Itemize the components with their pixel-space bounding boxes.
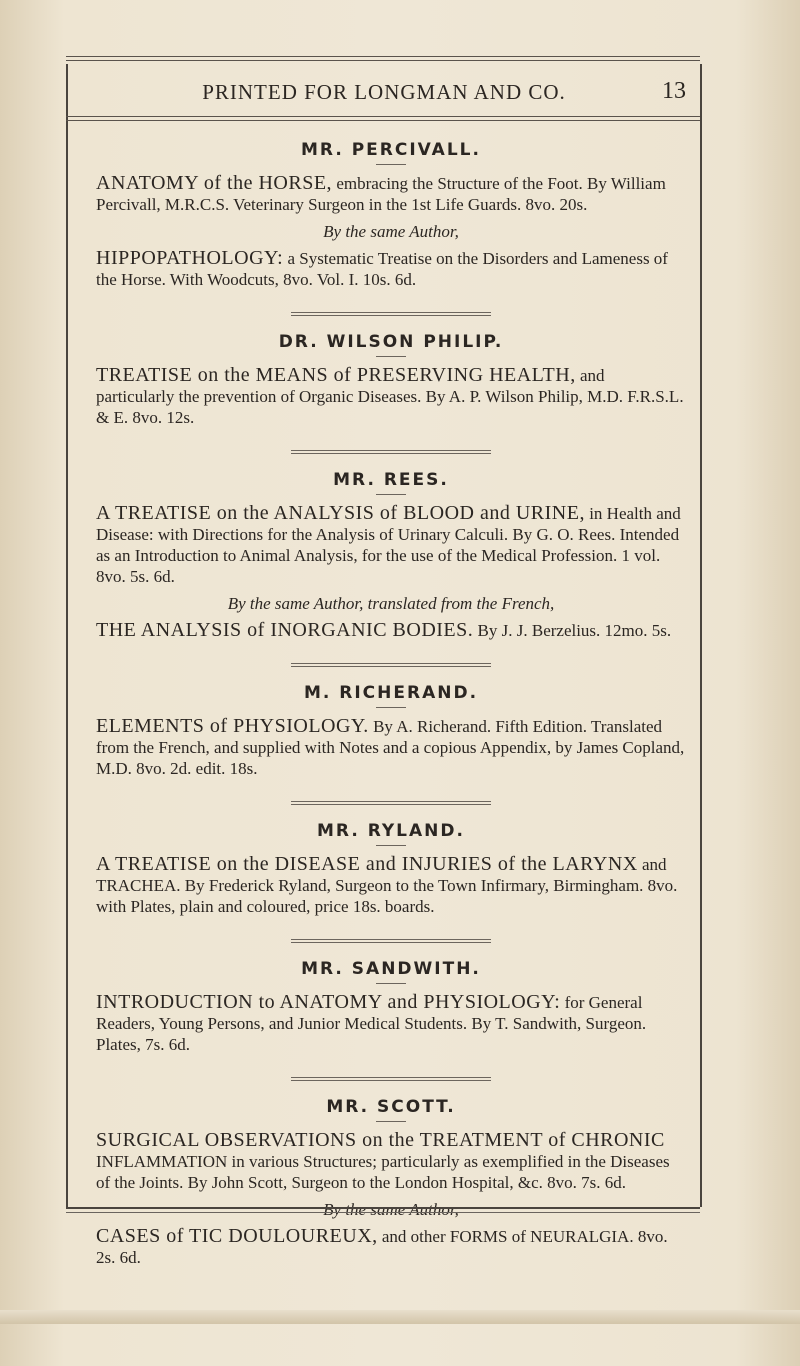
book-details: and particularly the prevention of Organic Diseases. By A. P. Wilson Philip, M.D. F.R.S.L. & E. 8vo. 12s. (96, 366, 684, 427)
catalogue-section (96, 821, 686, 917)
book-title: THE ANALYSIS of INORGANIC BODIES. (96, 619, 474, 641)
book-details: embracing the Structure of the Foot. By William Percivall, M.R.C.S. Veterinary Surgeon in the 1st Life Guards. 8vo. 20s. (96, 174, 666, 214)
author-heading: M. RICHERAND. (303, 683, 479, 703)
author-heading: MR. REES. (333, 470, 449, 490)
section-separator (291, 663, 491, 667)
book-entry (96, 854, 686, 917)
book-details: a Systematic Treatise on the Disorders and Lameness of the Horse. With Woodcuts, 8vo. Vol. I. 10s. 6d. (96, 249, 668, 289)
catalogue-section (96, 683, 686, 779)
book-entry (96, 503, 686, 587)
bottom-rule-2 (66, 1212, 700, 1213)
book-details: INFLAMMATION in various Structures; particularly as exemplified in the Diseases of the Joints. By John Scott, Surgeon to the London Hospital, &c. 8vo. 7s. 6d. (96, 1152, 670, 1192)
catalogue-section (96, 470, 686, 641)
same-author-note: By the same Author, (323, 1200, 459, 1219)
catalogue-section (96, 332, 686, 428)
header-rule (66, 116, 700, 117)
heading-rule (376, 983, 406, 984)
section-separator (291, 1077, 491, 1081)
author-heading: MR. RYLAND. (317, 821, 465, 841)
bottom-rule (66, 1207, 700, 1209)
author-heading: MR. PERCIVALL. (301, 140, 481, 160)
author-heading: MR. SANDWITH. (301, 959, 481, 979)
section-separator (291, 450, 491, 454)
book-title: ANATOMY of the HORSE, (96, 172, 333, 194)
heading-rule (376, 356, 406, 357)
book-entry (96, 620, 686, 641)
book-details: By J. J. Berzelius. 12mo. 5s. (473, 621, 672, 640)
book-title: A TREATISE on the ANALYSIS of BLOOD and URINE, (96, 502, 585, 524)
section-separator (291, 801, 491, 805)
heading-rule (376, 1121, 406, 1122)
book-details: and TRACHEA. By Frederick Ryland, Surgeon to the Town Infirmary, Birmingham. 8vo. with Plates, plain and coloured, price 18s. boards. (96, 855, 678, 916)
book-details: and other FORMS of NEURALGIA. 8vo. 2s. 6d. (96, 1227, 668, 1267)
book-title: SURGICAL OBSERVATIONS on the TREATMENT of CHRONIC (96, 1129, 665, 1151)
book-details: By A. Richerand. Fifth Edition. Translated from the French, and supplied with Notes and a copious Appendix, by James Copland, M.D. 8vo. 2d. edit. 18s. (96, 717, 685, 778)
catalogue-section (96, 140, 686, 290)
book-entry (96, 248, 686, 290)
page-edge (0, 1310, 800, 1324)
book-title: ELEMENTS of PHYSIOLOGY. (96, 715, 369, 737)
same-author-note: By the same Author, translated from the French, (227, 594, 555, 613)
book-entry (96, 716, 686, 779)
book-details: in Health and Disease: with Directions for the Analysis of Urinary Calculi. By G. O. Rees. Intended as an Introduction to Animal Analysis, for the use of the Medical Profession. 1 vol. 8vo. 5s. 6d. (96, 504, 681, 586)
header-rule-2 (66, 120, 700, 121)
book-entry (96, 1130, 686, 1193)
catalogue-section (96, 959, 686, 1055)
catalogue-section (96, 1097, 686, 1268)
book-entry (96, 365, 686, 428)
heading-rule (376, 494, 406, 495)
book-entry (96, 1226, 686, 1268)
running-header (70, 80, 698, 110)
author-heading: MR. SCOTT. (326, 1097, 456, 1117)
catalogue-content (96, 140, 686, 1268)
book-title: INTRODUCTION to ANATOMY and PHYSIOLOGY: (96, 991, 561, 1013)
book-title: CASES of TIC DOULOUREUX, (96, 1225, 378, 1247)
section-separator (291, 939, 491, 943)
book-details: for General Readers, Young Persons, and Junior Medical Students. By T. Sandwith, Surgeon. Plates, 7s. 6d. (96, 993, 647, 1054)
book-title: A TREATISE on the DISEASE and INJURIES of the LARYNX (96, 853, 638, 875)
header-title: PRINTED FOR LONGMAN AND CO. (202, 80, 566, 104)
top-rule-2 (66, 60, 700, 61)
book-title: TREATISE on the MEANS of PRESERVING HEALTH, (96, 364, 576, 386)
heading-rule (376, 164, 406, 165)
same-author-note: By the same Author, (323, 222, 459, 241)
top-rule (66, 56, 700, 57)
section-separator (291, 312, 491, 316)
book-entry (96, 992, 686, 1055)
heading-rule (376, 845, 406, 846)
book-title: HIPPOPATHOLOGY: (96, 247, 284, 269)
author-heading: DR. WILSON PHILIP. (278, 332, 504, 352)
page-number: 13 (662, 78, 686, 104)
heading-rule (376, 707, 406, 708)
book-entry (96, 173, 686, 215)
